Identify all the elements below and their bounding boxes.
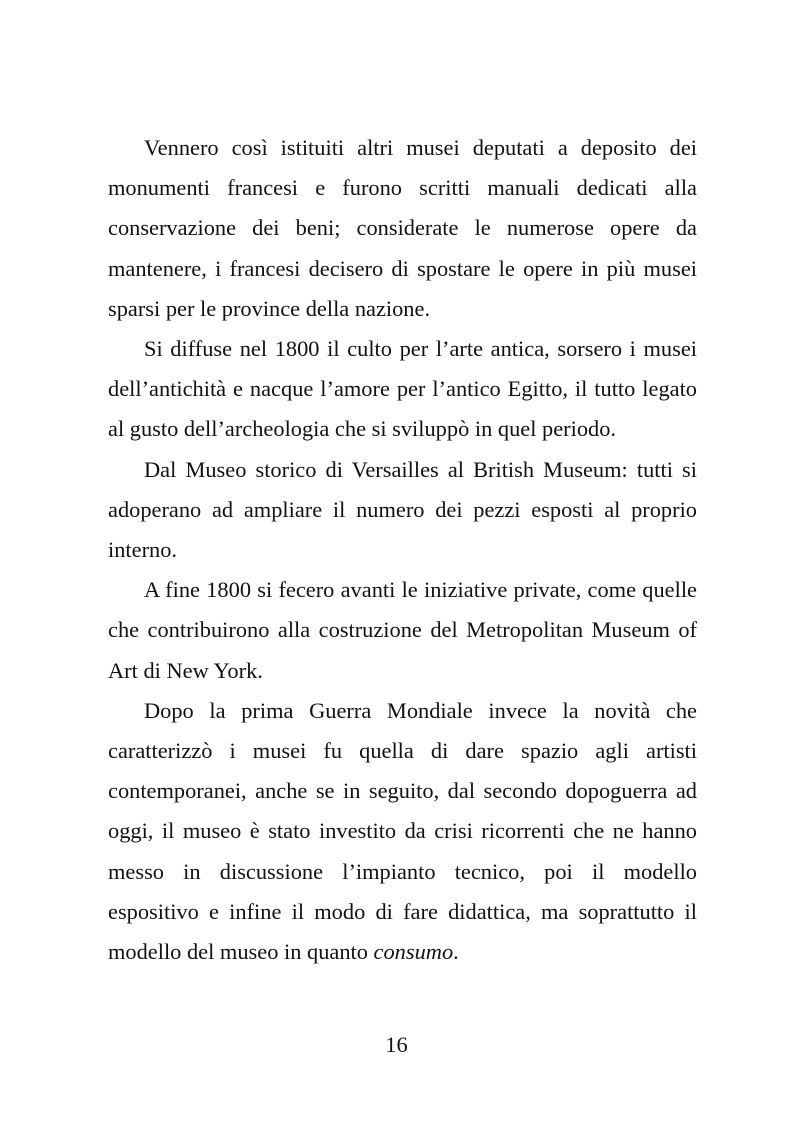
paragraph-5-text: Dopo la prima Guerra Mondiale invece la novità che caratterizzò i musei fu quella di dare spazio agli artisti contemporanei, anche se in seguito, dal secondo dopoguerra ad oggi, il museo è stato investito da crisi ricorrenti che ne hanno messo in discussione l’impianto tecnico, poi il modello espositivo e infine il modo di fare didattica, ma soprattutto il modello del museo in quanto <box>108 697 697 965</box>
body-text <box>108 128 697 972</box>
page-number: 16 <box>385 1032 408 1057</box>
paragraph-5-emphasis: consumo <box>373 939 454 965</box>
paragraph-3: Dal Museo storico di Versailles al British Museum: tutti si adoperano ad ampliare il numero dei pezzi esposti al proprio interno. <box>108 456 697 563</box>
paragraph-1: Vennero così istituiti altri musei deputati a deposito dei monumenti francesi e furono scritti manuali dedicati alla conservazione dei beni; considerate le numerose opere da mantenere, i francesi decisero di spostare le opere in più musei sparsi per le province della nazione. <box>108 135 697 321</box>
paragraph-5-end: . <box>453 939 459 965</box>
paragraph-5 <box>108 691 697 972</box>
paragraph-2: Si diffuse nel 1800 il culto per l’arte antica, sorsero i musei dell’antichità e nacque l’amore per l’antico Egitto, il tutto legato al gusto dell’archeologia che si sviluppò in quel periodo. <box>108 336 697 442</box>
paragraph-4: A fine 1800 si fecero avanti le iniziative private, come quelle che contribuirono alla costruzione del Metropolitan Museum of Art di New York. <box>108 577 697 683</box>
